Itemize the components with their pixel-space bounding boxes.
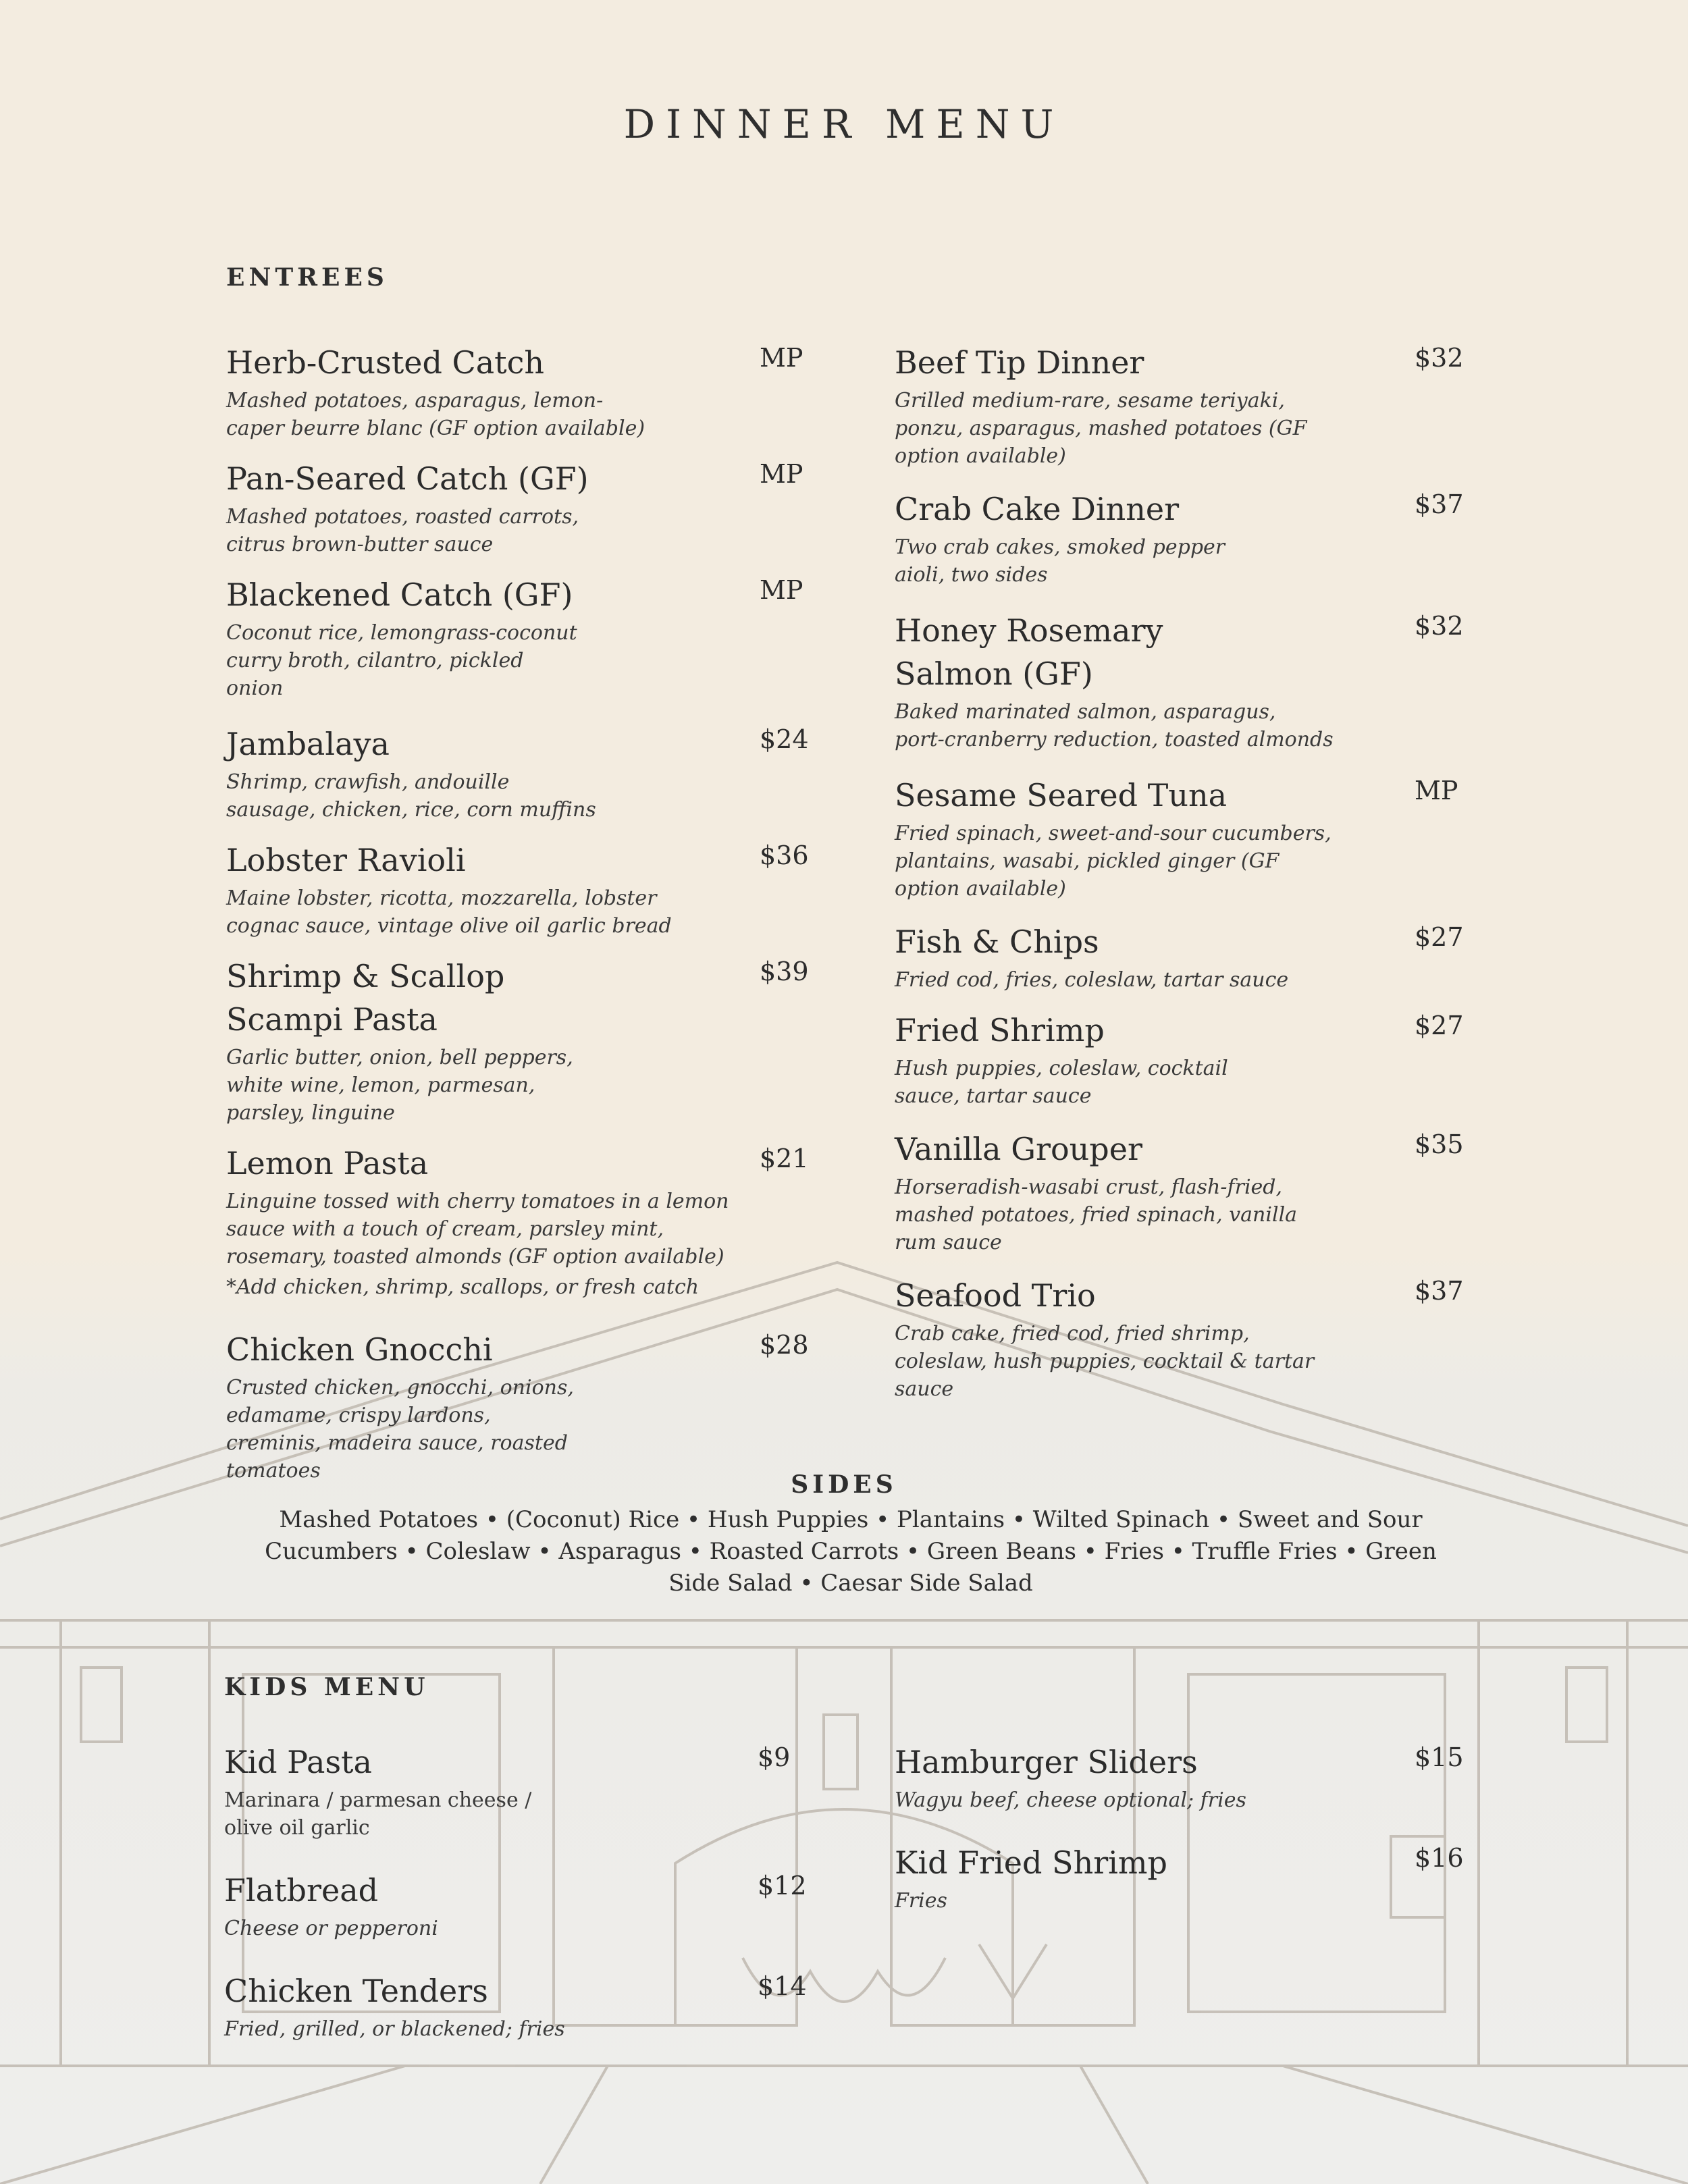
menu-item-description: Fries bbox=[895, 1889, 947, 1913]
menu-item bbox=[224, 1869, 807, 1942]
menu-item-price: $16 bbox=[1415, 1843, 1464, 1873]
menu-item bbox=[226, 457, 803, 558]
menu-item bbox=[895, 609, 1469, 753]
menu-item-description: Coconut rice, lemongrass-coconut curry broth, cilantro, pickled onion bbox=[226, 621, 577, 700]
entrees-right-column bbox=[895, 341, 1469, 1418]
menu-item bbox=[226, 1328, 809, 1485]
menu-item-name: Herb-Crusted Catch bbox=[226, 344, 545, 381]
menu-item-price: $14 bbox=[758, 1971, 807, 2001]
kids-menu-heading: KIDS MENU bbox=[224, 1673, 429, 1701]
menu-item-description: Fried spinach, sweet-and-sour cucumbers, plantains, wasabi, pickled ginger (GF option available) bbox=[895, 822, 1331, 901]
menu-item-price: MP bbox=[760, 343, 803, 373]
menu-item-price: $37 bbox=[1415, 489, 1464, 519]
menu-item-description: Crusted chicken, gnocchi, onions, edamame, crispy lardons, creminis, madeira sauce, roasted tomatoes bbox=[226, 1376, 574, 1483]
menu-item-name: Jambalaya bbox=[226, 726, 390, 762]
menu-item-name: Pan-Seared Catch (GF) bbox=[226, 460, 589, 497]
menu-item-price: $32 bbox=[1415, 611, 1464, 641]
menu-item bbox=[226, 838, 809, 940]
entrees-left-column bbox=[226, 341, 809, 1499]
menu-item-description: Fried cod, fries, coleslaw, tartar sauce bbox=[895, 968, 1289, 992]
menu-item bbox=[224, 1740, 798, 1842]
menu-item bbox=[895, 920, 1469, 994]
menu-item-price: $28 bbox=[760, 1330, 809, 1360]
kids-right-column bbox=[895, 1740, 1469, 1942]
menu-item-description: Shrimp, crawfish, andouille sausage, chicken, rice, corn muffins bbox=[226, 770, 596, 822]
menu-item-description: Fried, grilled, or blackened; fries bbox=[224, 2017, 565, 2041]
menu-item-name: Sesame Seared Tuna bbox=[895, 777, 1228, 814]
menu-item bbox=[895, 487, 1469, 589]
menu-title: DINNER MENU bbox=[623, 101, 1065, 147]
menu-item-name: Blackened Catch (GF) bbox=[226, 577, 573, 613]
menu-item bbox=[895, 1740, 1469, 1814]
menu-item-description: Marinara / parmesan cheese / olive oil garlic bbox=[224, 1788, 532, 1840]
menu-item-price: $12 bbox=[758, 1871, 807, 1900]
menu-item-note: *Add chicken, shrimp, scallops, or fresh catch bbox=[226, 1275, 700, 1299]
menu-item-description: Mashed potatoes, roasted carrots, citrus brown-butter sauce bbox=[226, 505, 579, 556]
menu-item-name: Chicken Tenders bbox=[224, 1973, 488, 2009]
sides-heading: SIDES bbox=[791, 1470, 897, 1499]
menu-item-name: Fried Shrimp bbox=[895, 1012, 1105, 1048]
menu-item-description: Horseradish-wasabi crust, flash-fried, mashed potatoes, fried spinach, vanilla rum sauce bbox=[895, 1175, 1298, 1254]
menu-item-description: Crab cake, fried cod, fried shrimp, coleslaw, hush puppies, cocktail & tartar sauce bbox=[895, 1322, 1315, 1401]
menu-item-description: Cheese or pepperoni bbox=[224, 1917, 438, 1940]
menu-item-name: Seafood Trio bbox=[895, 1277, 1096, 1314]
menu-item-description: Garlic butter, onion, bell peppers, white wine, lemon, parmesan, parsley, linguine bbox=[226, 1046, 573, 1125]
menu-item-name: Beef Tip Dinner bbox=[895, 344, 1144, 381]
menu-item-description: Hush puppies, coleslaw, cocktail sauce, tartar sauce bbox=[895, 1057, 1228, 1108]
menu-item-description: Maine lobster, ricotta, mozzarella, lobster cognac sauce, vintage olive oil garlic bread bbox=[226, 886, 672, 938]
menu-item-name: Crab Cake Dinner bbox=[895, 491, 1180, 527]
menu-item-name: Vanilla Grouper bbox=[895, 1131, 1142, 1167]
menu-item-price: $27 bbox=[1415, 1011, 1464, 1040]
menu-item-price: $21 bbox=[760, 1144, 809, 1173]
menu-item bbox=[895, 341, 1469, 470]
menu-item bbox=[224, 1969, 807, 2043]
menu-item bbox=[895, 1274, 1469, 1403]
menu-item-price: $36 bbox=[760, 841, 809, 870]
menu-item-price: $37 bbox=[1415, 1276, 1464, 1306]
menu-item bbox=[226, 722, 809, 824]
menu-item-description: Two crab cakes, smoked pepper aioli, two sides bbox=[895, 535, 1225, 587]
entrees-heading: ENTREES bbox=[226, 263, 388, 292]
menu-item-price: $39 bbox=[760, 957, 809, 986]
menu-item-name: Lemon Pasta bbox=[226, 1145, 429, 1181]
menu-item-name: Flatbread bbox=[224, 1872, 379, 1909]
menu-item bbox=[895, 1841, 1469, 1915]
menu-item-name: Chicken Gnocchi bbox=[226, 1331, 493, 1368]
menu-item-price: $27 bbox=[1415, 922, 1464, 952]
menu-item-description: Wagyu beef, cheese optional; fries bbox=[895, 1788, 1246, 1812]
sides-list: Mashed Potatoes • (Coconut) Rice • Hush Puppies • Plantains • Wilted Spinach • Sweet and Sour Cucumbers • Coleslaw • Asparagus • Roasted Carrots • Green Beans • Fries • Truffle Fries • Green Side Salad • Caesar Side Salad bbox=[265, 1506, 1437, 1597]
menu-item-description: Linguine tossed with cherry tomatoes in a lemon sauce with a touch of cream, parsley mint, rosemary, toasted almonds (GF option available) bbox=[226, 1190, 729, 1269]
menu-item-name: Lobster Ravioli bbox=[226, 842, 466, 878]
menu-item-price: $24 bbox=[760, 724, 809, 754]
menu-item bbox=[226, 955, 809, 1127]
menu-item-name: Fish & Chips bbox=[895, 924, 1099, 960]
menu-item-name: Kid Pasta bbox=[224, 1744, 372, 1780]
menu-item bbox=[226, 341, 803, 442]
menu-item-name: Shrimp & Scallop Scampi Pasta bbox=[226, 958, 505, 1038]
menu-item bbox=[226, 573, 803, 702]
menu-item-description: Baked marinated salmon, asparagus, port-cranberry reduction, toasted almonds bbox=[895, 700, 1334, 751]
menu-item-description: Mashed potatoes, asparagus, lemon- caper beurre blanc (GF option available) bbox=[226, 389, 645, 440]
menu-item-description: Grilled medium-rare, sesame teriyaki, ponzu, asparagus, mashed potatoes (GF option available) bbox=[895, 389, 1307, 468]
menu-item-price: $9 bbox=[758, 1742, 791, 1772]
menu-item-name: Honey Rosemary Salmon (GF) bbox=[895, 612, 1163, 692]
menu-item-name: Hamburger Sliders bbox=[895, 1744, 1198, 1780]
menu-item-price: MP bbox=[1415, 776, 1458, 805]
menu-item-name: Kid Fried Shrimp bbox=[895, 1844, 1167, 1881]
menu-item-price: $32 bbox=[1415, 343, 1464, 373]
menu-item-price: $15 bbox=[1415, 1742, 1464, 1772]
menu-item bbox=[895, 1127, 1469, 1256]
menu-item-price: $35 bbox=[1415, 1129, 1464, 1159]
menu-item-price: MP bbox=[760, 459, 803, 489]
menu-item-price: MP bbox=[760, 575, 803, 605]
menu-item bbox=[895, 1009, 1469, 1110]
kids-left-column bbox=[224, 1740, 807, 2070]
menu-item bbox=[226, 1142, 809, 1301]
menu-item bbox=[895, 774, 1469, 903]
